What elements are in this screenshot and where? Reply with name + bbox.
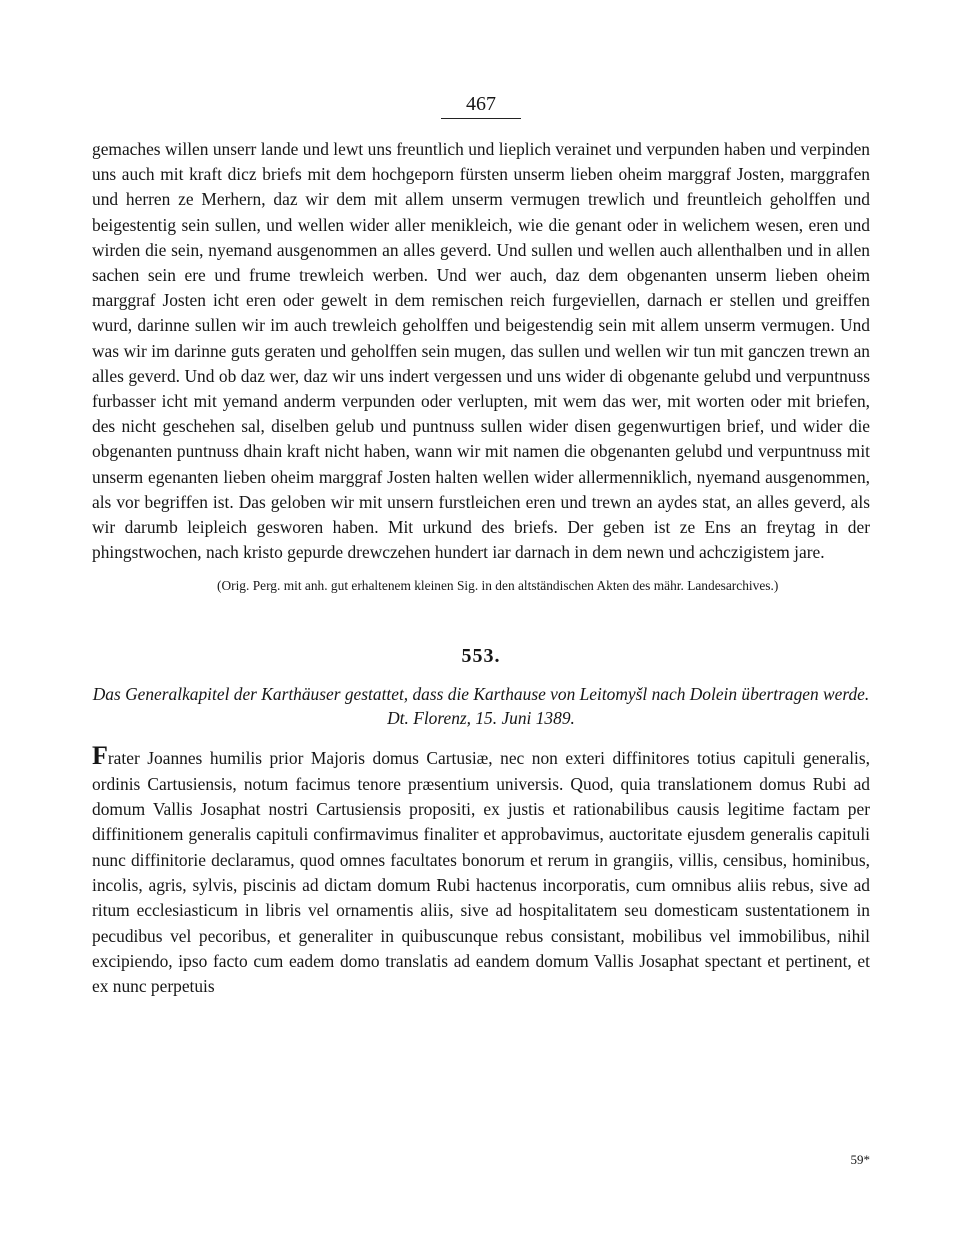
document-number: 553. <box>461 645 501 668</box>
latin-text: rater Joannes humilis prior Majoris domus Cartusiæ, nec non exteri diffinitores totius capituli generalis, ordinis Cartusiensis, notum facimus tenore præsentium universis. Quod, quia translationem domus Rubi ad domum Vallis Josaphat nostri Cartusiensis propositi, ex justis et rationabilibus causis legitime factam per diffinitionem generalis capituli confirmavimus finaliter et approbavimus, auctoritate ejusdem generalis capituli nunc diffinitorie declaramus, quod omnes facultates bonorum et rerum in grangiis, villis, censibus, hominibus, incolis, agris, sylvis, piscinis ad dictam domum Rubi hactenus incorporatis, cum omnibus aliis rebus, sive ad ritum ecclesiasticum in libris vel ornamentis aliis, sive ad hospitalitatem seu domesticam sustentationem in pecudibus vel pecoribus, et generaliter in quibuscunque rebus consistant, mobilibus vel immobilibus, nihil excipiendo, ipso facto cum eadem domo translatis ad eandem domum Vallis Josaphat spectant et pertinent, et ex nunc perpetuis <box>92 748 870 997</box>
drop-cap: F <box>92 741 108 771</box>
page-number-rule <box>441 118 521 119</box>
signature-mark: 59* <box>850 1152 870 1167</box>
main-text: gemaches willen unserr lande und lewt uns freuntlich und lieplich verainet und verpunden haben und verpinden uns auch mit kraft dicz briefs mit dem hochgeporn fürsten unserm lieben oheim marggraf Josten, marggrafen und herren ze Merhern, daz wir dem mit allem unserm vermugen trewlich und freuntleich geholffen und beigestentig sein sullen, und wellen wider aller menikleich, wie die genant oder in welichem wesen, eren und wirden die sein, nyemand ausgenommen an alles geverd. Und sullen und wellen auch allenthalben und in allen sachen sein ere und frume trewleich werben. Und wer auch, daz dem obgenanten unserm lieben oheim marggraf Josten icht eren oder gewelt in dem remischen reich furgeviellen, darnach er stellen und greiffen wurd, darinne sullen wir im auch trewleich geholffen und beigestendig sein mit allem unserm vermugen. Und was wir im darinne guts geraten und geholffen sein mugen, das sullen und wellen wir tun mit ganczen trewn an alles geverd. Und ob daz wer, daz wir uns indert vergessen und uns wider di obgenante gelubd und verpuntnuss furbasser icht mit yemand anderm verpunden oder verlupten, mit wem das wer, mit worten oder mit briefen, des nicht geschehen sal, diselben gelub und puntnuss sullen wider disen gegenwurtigen brief, und wider die obgenanten puntnuss dhain kraft nicht haben, wann wir mit namen die obgenanten gelubd und verpuntnuss mit unserm egenanten lieben oheim marggraf Josten halten wellen wider allermenniklich, nyemand ausgenommen, als vor begriffen ist. Das geloben wir mit unsern furstleichen eren und trewn an aydes stat, an alles geverd, als wir darumb leipleich gesworen haben. Mit urkund des briefs. Der geben ist ze Ens an freytag in der phingstwochen, nach kristo gepurde drewczehen hundert iar darnach in dem newn und achczigistem jare. <box>92 139 870 563</box>
regest-heading: Das Generalkapitel der Karthäuser gestattet, dass die Karthause von Leitomyšl nach Dolein übertragen werde. Dt. Florenz, 15. Juni 1389. <box>92 684 870 729</box>
latin-text-paragraph <box>92 741 870 999</box>
document-page <box>92 92 870 999</box>
source-note: (Orig. Perg. mit anh. gut erhaltenem kleinen Sig. in den altständischen Akten des mähr. Landesarchives.) <box>217 578 779 594</box>
page-number: 467 <box>466 93 496 115</box>
